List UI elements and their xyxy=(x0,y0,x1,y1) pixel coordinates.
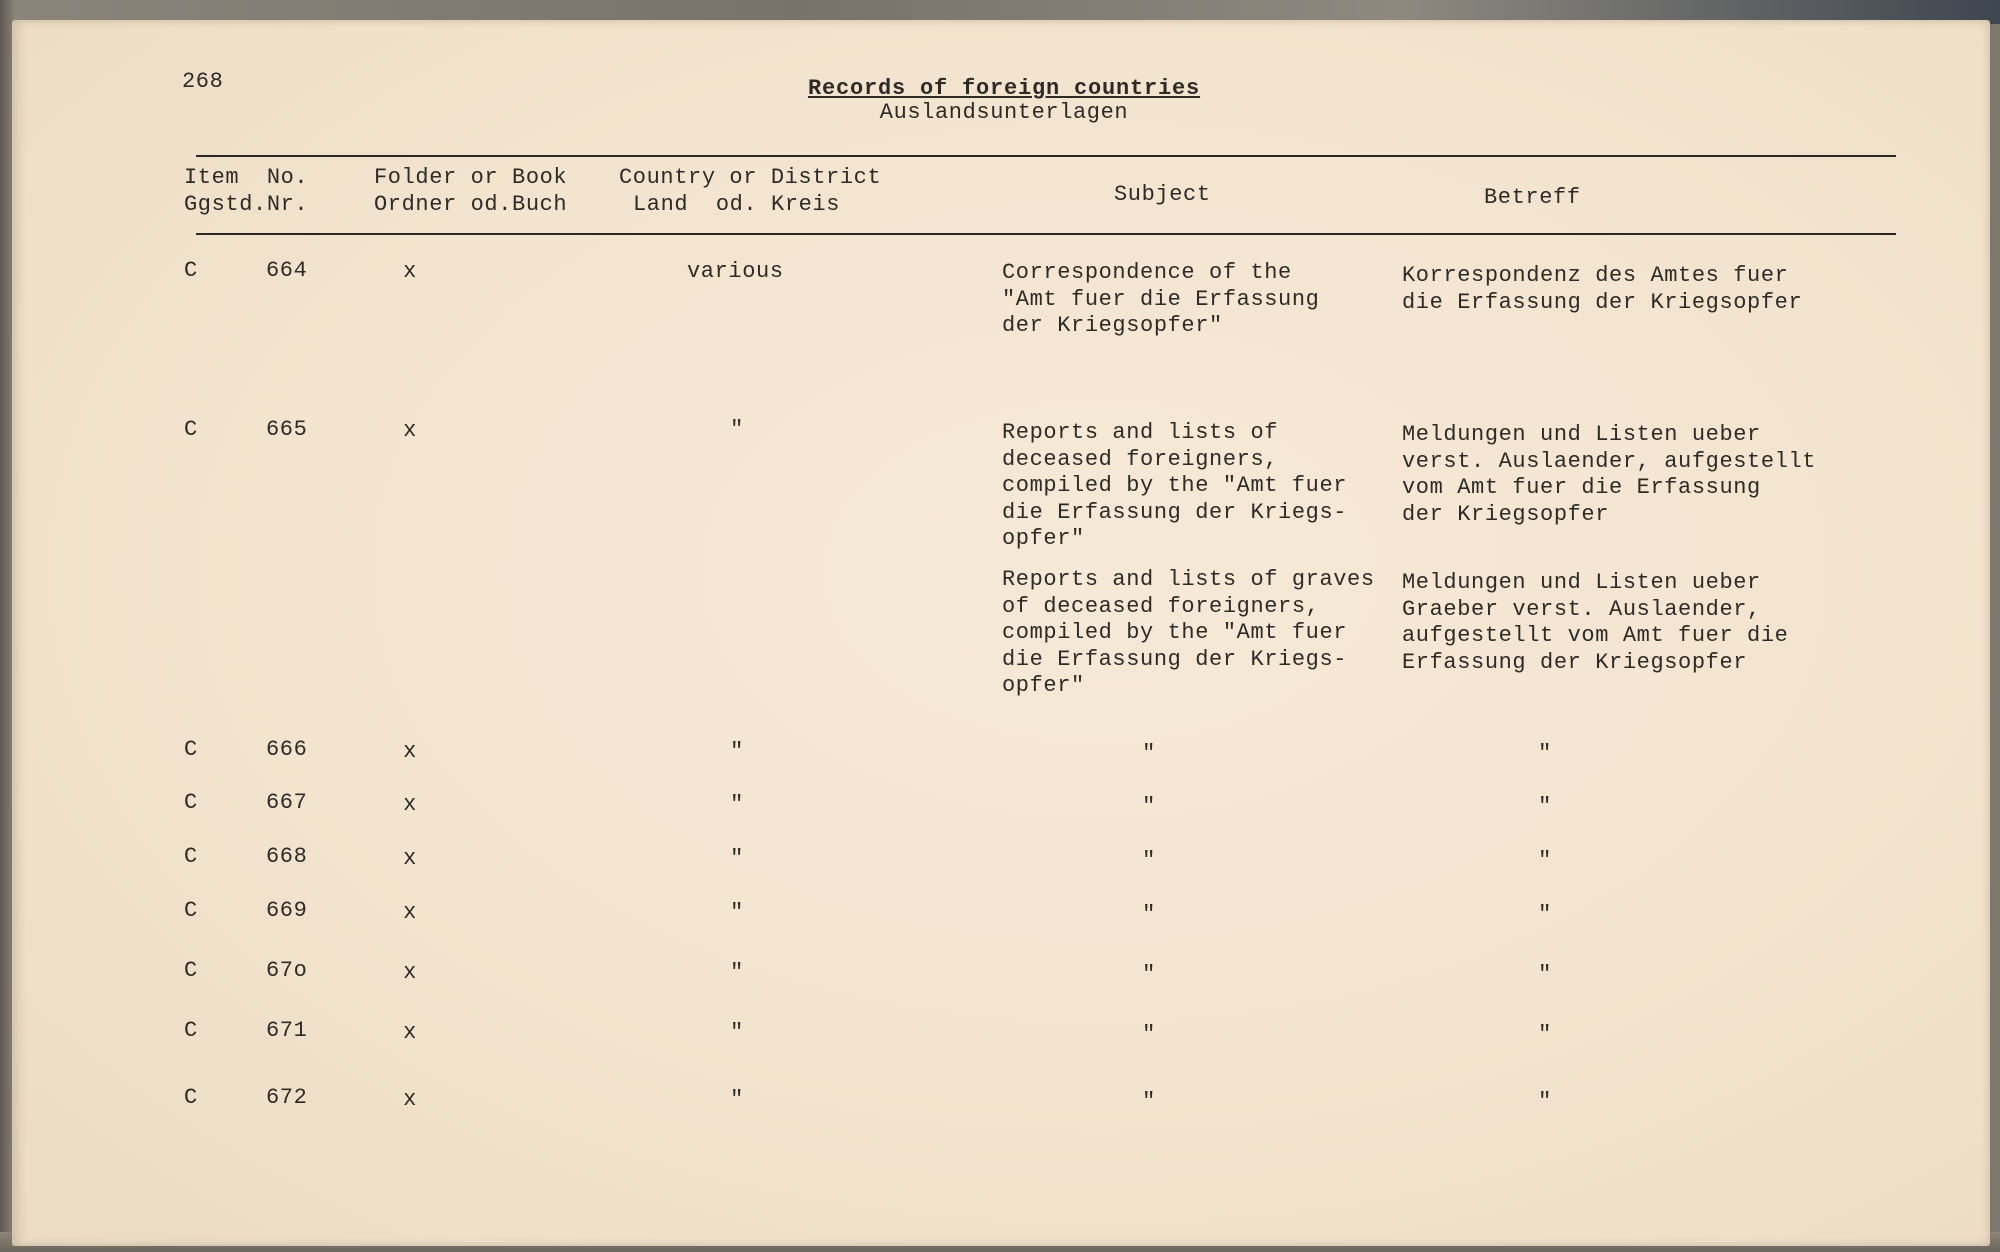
col-header-item-no-en: Item No. xyxy=(184,165,309,190)
col-header-folder-en: Folder or Book xyxy=(374,165,568,190)
subject-cell: " xyxy=(1142,902,1156,927)
subject-cell: " xyxy=(1142,794,1156,819)
item-cell: C xyxy=(184,958,198,983)
country-cell: " xyxy=(730,739,744,764)
country-cell: " xyxy=(730,792,744,817)
country-cell: " xyxy=(730,960,744,985)
country-cell: " xyxy=(730,1087,744,1112)
col-header-betreff: Betreff xyxy=(1484,185,1581,210)
number-cell: 665 xyxy=(266,417,308,442)
col-header-folder-de: Ordner od.Buch xyxy=(374,192,568,217)
subject-cell: " xyxy=(1142,741,1156,766)
page-subtitle: Auslandsunterlagen xyxy=(879,100,1129,125)
betreff-cell: " xyxy=(1538,902,1552,927)
country-cell: various xyxy=(687,259,784,284)
item-cell: C xyxy=(184,1018,198,1043)
page-title: Records of foreign countries xyxy=(807,76,1201,101)
document-page xyxy=(12,20,1990,1246)
country-cell: " xyxy=(730,417,744,442)
folder-cell: x xyxy=(403,1020,417,1045)
betreff-cell: Meldungen und Listen ueber verst. Auslaender, aufgestellt vom Amt fuer die Erfassung der Kriegsopfer xyxy=(1402,422,1817,527)
page-number: 268 xyxy=(182,69,224,94)
country-cell: " xyxy=(730,846,744,871)
number-cell: 666 xyxy=(266,737,308,762)
subject-cell: Reports and lists of deceased foreigners, compiled by the "Amt fuer die Erfassung der Kriegs- opfer" xyxy=(1002,420,1348,551)
number-cell: 664 xyxy=(266,258,308,283)
folder-cell: x xyxy=(403,739,417,764)
col-header-item-no-de: Ggstd.Nr. xyxy=(184,192,309,217)
number-cell: 67o xyxy=(266,958,308,983)
betreff-cell: " xyxy=(1538,962,1552,987)
betreff-cell: " xyxy=(1538,848,1552,873)
subject-cell: " xyxy=(1142,1089,1156,1114)
item-cell: C xyxy=(184,417,198,442)
betreff-cell: Korrespondenz des Amtes fuer die Erfassung der Kriegsopfer xyxy=(1402,263,1803,315)
subject-cell: Correspondence of the "Amt fuer die Erfassung der Kriegsopfer" xyxy=(1002,260,1320,338)
folder-cell: x xyxy=(403,418,417,443)
item-cell: C xyxy=(184,790,198,815)
betreff-cell-secondary: Meldungen und Listen ueber Graeber verst. Auslaender, aufgestellt vom Amt fuer die Erfassung der Kriegsopfer xyxy=(1402,570,1789,675)
folder-cell: x xyxy=(403,1087,417,1112)
item-cell: C xyxy=(184,898,198,923)
number-cell: 669 xyxy=(266,898,308,923)
country-cell: " xyxy=(730,1020,744,1045)
item-cell: C xyxy=(184,737,198,762)
item-cell: C xyxy=(184,844,198,869)
col-header-country-en: Country or District xyxy=(619,165,882,190)
subject-cell: " xyxy=(1142,962,1156,987)
header-bottom-rule xyxy=(196,233,1896,235)
subject-cell-secondary: Reports and lists of graves of deceased foreigners, compiled by the "Amt fuer die Erfassung der Kriegs- opfer" xyxy=(1002,567,1375,698)
header-top-rule xyxy=(196,155,1896,157)
col-header-subject: Subject xyxy=(1114,182,1211,207)
number-cell: 668 xyxy=(266,844,308,869)
subject-cell: " xyxy=(1142,848,1156,873)
betreff-cell: " xyxy=(1538,1022,1552,1047)
number-cell: 671 xyxy=(266,1018,308,1043)
betreff-cell: " xyxy=(1538,1089,1552,1114)
item-cell: C xyxy=(184,258,198,283)
country-cell: " xyxy=(730,900,744,925)
folder-cell: x xyxy=(403,259,417,284)
folder-cell: x xyxy=(403,900,417,925)
betreff-cell: " xyxy=(1538,741,1552,766)
subject-cell: " xyxy=(1142,1022,1156,1047)
folder-cell: x xyxy=(403,846,417,871)
item-cell: C xyxy=(184,1085,198,1110)
folder-cell: x xyxy=(403,792,417,817)
number-cell: 672 xyxy=(266,1085,308,1110)
betreff-cell: " xyxy=(1538,794,1552,819)
folder-cell: x xyxy=(403,960,417,985)
col-header-country-de: Land od. Kreis xyxy=(633,192,841,217)
number-cell: 667 xyxy=(266,790,308,815)
